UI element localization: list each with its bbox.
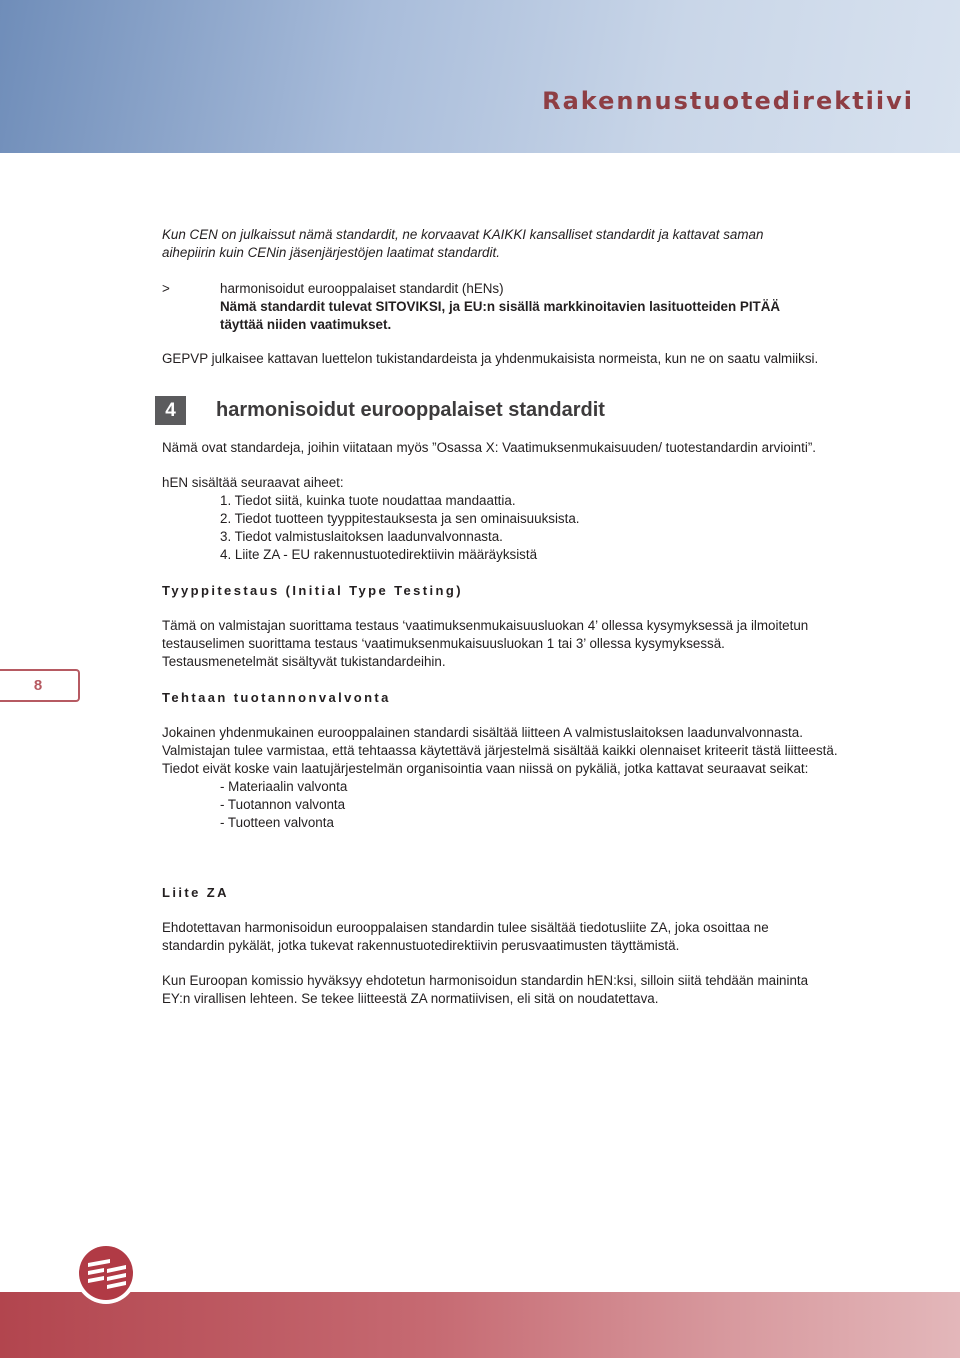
page-number: 8 bbox=[0, 669, 80, 702]
factory-line-3: Tiedot eivät koske vain laatujärjestelmän organisointia vaan niissä on pykäliä, jotka kattavat seuraavat seikat: bbox=[162, 761, 809, 776]
factory-line-1: Jokainen yhdenmukainen eurooppalainen standardi sisältää liitteen A valmistuslaitoksen laadunvalvonnasta. bbox=[162, 725, 803, 740]
annex-p1-line-1: Ehdotettavan harmonisoidun eurooppalaisen standardin tulee sisältää tiedotusliite ZA, joka osoittaa ne bbox=[162, 920, 769, 935]
annex-p2-line-1: Kun Euroopan komissio hyväksyy ehdotetun harmonisoidun standardin hEN:ksi, silloin siitä tehdään maininta bbox=[162, 973, 809, 988]
bullet-arrow: > bbox=[162, 281, 170, 296]
type-testing-line-2: testauselimen suorittama testaus ‘vaatimuksenmukaisuusluokan 1 tai 3’ ollessa kysymyksessä. bbox=[162, 636, 725, 651]
bullet-line-1: harmonisoidut eurooppalaiset standardit (hENs) bbox=[220, 281, 504, 296]
header-band bbox=[0, 0, 960, 153]
bullet-line-2: Nämä standardit tulevat SITOVIKSI, ja EU:n sisällä markkinoitavien lasituotteiden PITÄÄ bbox=[220, 299, 781, 314]
factory-list-item-3: - Tuotteen valvonta bbox=[220, 815, 334, 830]
factory-control-heading: Tehtaan tuotannonvalvonta bbox=[162, 690, 391, 705]
factory-line-2: Valmistajan tulee varmistaa, että tehtaassa käytettävä järjestelmä sisältää kaikki olennaiset kriteerit tästä liitteestä. bbox=[162, 743, 838, 758]
section-list-item-4: 4. Liite ZA - EU rakennustuotedirektiivin määräyksistä bbox=[220, 547, 538, 562]
factory-list-item-1: - Materiaalin valvonta bbox=[220, 779, 348, 794]
intro-line-2: aihepiirin kuin CENin jäsenjärjestöjen laatimat standardit. bbox=[162, 245, 500, 260]
annex-p1-line-2: standardin pykälät, jotka tukevat rakennustuotedirektiivin perusvaatimusten täyttämistä. bbox=[162, 938, 680, 953]
section-list-item-3: 3. Tiedot valmistuslaitoksen laadunvalvonnasta. bbox=[220, 529, 503, 544]
type-testing-heading: Tyyppitestaus (Initial Type Testing) bbox=[162, 583, 463, 598]
footer-band bbox=[0, 1292, 960, 1358]
section-intro: Nämä ovat standardeja, joihin viitataan myös ”Osassa X: Vaatimuksenmukaisuuden/ tuotestandardin arviointi”. bbox=[162, 440, 816, 455]
section-list-item-1: 1. Tiedot siitä, kuinka tuote noudattaa mandaattia. bbox=[220, 493, 516, 508]
section-list-title: hEN sisältää seuraavat aiheet: bbox=[162, 475, 344, 490]
type-testing-line-1: Tämä on valmistajan suorittama testaus ‘vaatimuksenmukaisuusluokan 4’ ollessa kysymyksessä ja ilmoitetun bbox=[162, 618, 809, 633]
glass-logo-icon bbox=[74, 1241, 138, 1305]
section-title: harmonisoidut eurooppalaiset standardit bbox=[216, 399, 605, 421]
section-list-item-2: 2. Tiedot tuotteen tyyppitestauksesta ja sen ominaisuuksista. bbox=[220, 511, 580, 526]
gepvp-paragraph: GEPVP julkaisee kattavan luettelon tukistandardeista ja yhdenmukaisista normeista, kun ne on saatu valmiiksi. bbox=[162, 351, 819, 366]
bullet-line-3: täyttää niiden vaatimukset. bbox=[220, 317, 392, 332]
section-number-badge: 4 bbox=[155, 396, 186, 425]
annex-za-heading: Liite ZA bbox=[162, 885, 229, 900]
factory-list-item-2: - Tuotannon valvonta bbox=[220, 797, 346, 812]
page-header-title: Rakennustuotedirektiivi bbox=[542, 87, 914, 115]
type-testing-line-3: Testausmenetelmät sisältyvät tukistandardeihin. bbox=[162, 654, 446, 669]
intro-line-1: Kun CEN on julkaissut nämä standardit, ne korvaavat KAIKKI kansalliset standardit ja kattavat saman bbox=[162, 227, 764, 242]
annex-p2-line-2: EY:n virallisen lehteen. Se tekee liitteestä ZA normatiivisen, eli sitä on noudatettava. bbox=[162, 991, 659, 1006]
